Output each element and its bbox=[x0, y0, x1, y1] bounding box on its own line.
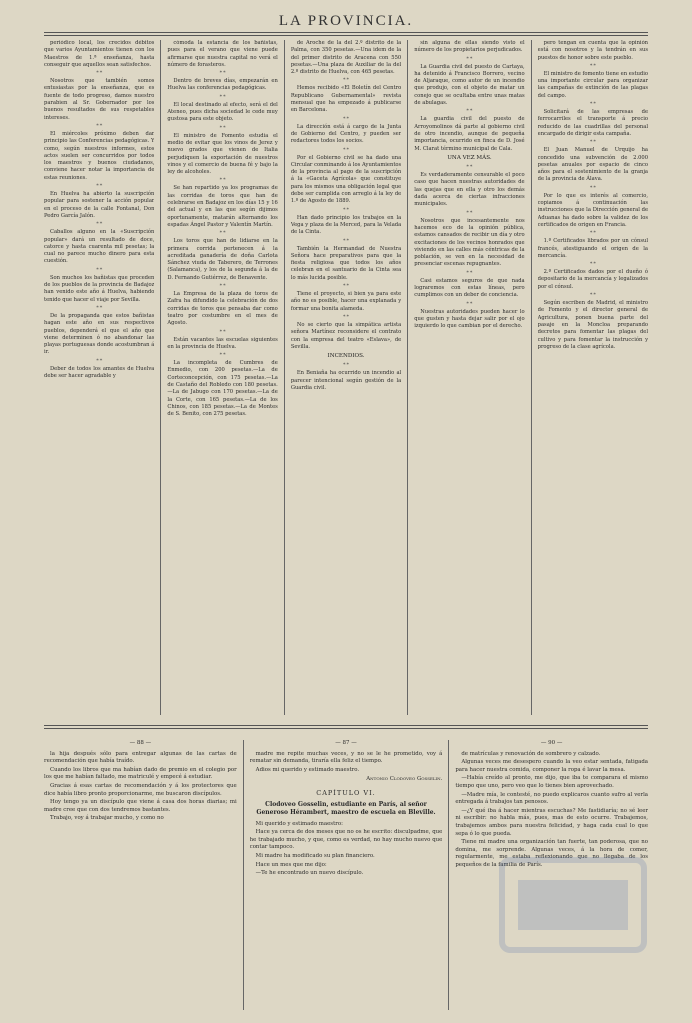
article-paragraph: En Huelva ha abierto la suscripción popular para sostener la acción popular en el proceso de la calle Fontanal, Don Pedro García Jalón. bbox=[44, 191, 155, 219]
article-paragraph: La guardia civil del puesto de Arroyomolinos dá parte al gobierno civil de otro incendio, aunque de pequeña importancia, ocurrido en finca de D. José M. Clarat término municipal de Cala. bbox=[414, 116, 525, 152]
separator-stars: * * bbox=[589, 62, 596, 69]
masthead-title: LA PROVINCIA. bbox=[278, 13, 414, 29]
article-paragraph: No se cierto que la simpática artista señora Martínez reconsidere el contrato con la empresa del teatro «Eslava», de Sevilla. bbox=[290, 321, 402, 350]
separator-stars: * * bbox=[343, 146, 350, 153]
article-paragraph: Por lo que es interés al comercio, copiamos á continuación las instrucciones que la Dirección general de Aduanas ha dado sobre la validez de los certificados de origen en Francia. bbox=[537, 192, 649, 228]
column-divider bbox=[407, 40, 408, 715]
feuilleton-paragraph: de matrículas y renovación de sombrero y calzado. bbox=[461, 750, 601, 757]
separator-stars: * * bbox=[589, 261, 596, 268]
column-divider bbox=[531, 40, 532, 715]
article-paragraph: Por el Gobierno civil se ha dado una Circular conminando á los Ayuntamientos de la provincia al pago de la suscripción á la «Gaceta Agrícola» que constituye para los mismos una obligación legal que debe ser cumplida con arreglo á la ley de 1.º de Agosto de 1889. bbox=[290, 154, 402, 205]
article-paragraph: El Juan Manuel de Urquijo ha concedido una subvención de 2.000 pesetas anuales por espacio de cinco años para el sostenimiento de la granja de la provincia de Álava. bbox=[537, 147, 649, 183]
article-paragraph: cómoda la estancia de los bañistas, pues para el verano que viene puede afirmarse que nuestra capital no verá el número de forasteros. bbox=[167, 40, 278, 68]
separator-stars: * * bbox=[96, 304, 103, 311]
separator-stars: * * bbox=[466, 300, 473, 307]
separator-stars: * * bbox=[466, 108, 473, 115]
separator-stars: * * bbox=[466, 209, 473, 216]
article-paragraph: Dentro de breves días, empezarán en Huelva las conferencias pedagógicas. bbox=[167, 78, 278, 92]
separator-stars: * * bbox=[96, 357, 103, 364]
article-paragraph: Están vacantes las escuelas siguientes en la provincia de Huelva. bbox=[167, 336, 278, 350]
page-number: — 90 — bbox=[540, 740, 563, 746]
feuilleton-rule bbox=[44, 725, 648, 726]
separator-stars: * * bbox=[219, 230, 226, 237]
masthead-rule-lower bbox=[44, 35, 648, 36]
feuilleton-paragraph: Cuando los libros que ma habían dado de premio en el colegio por los que me habían faltado, me matriculé y empecé á estudiar. bbox=[44, 766, 237, 781]
article-paragraph: Tiene el proyecto, si bien ya para este año no es posible, hacer una explanada y formar una bonita alameda. bbox=[290, 291, 402, 312]
separator-stars: * * bbox=[343, 77, 350, 84]
feuilleton-paragraph: —¿Y qué iba á hacer mientras escuchas? Me fastidiaría; no sé leer ni escribir: no habla más, pues, mas de esto ocurre. Trabajemos, trabajemos ambos para nuestra felicidad, y haga cada cual lo que sepa ó lo que pueda. bbox=[455, 807, 649, 837]
column-4 bbox=[414, 40, 524, 715]
article-paragraph: También la Hermandad de Nuestra Señora hace preparativos para que la fiesta religiosa que todos los años celebran en el santuario de la Cinta sea lo más lucida posible. bbox=[290, 245, 402, 281]
separator-stars: * * bbox=[219, 283, 226, 290]
separator-stars: * * bbox=[343, 283, 350, 290]
article-paragraph: La incompleta de Cumbres de Enmedio, con 200 pesetas.—La de Corteconcepción, con 175 pesetas.—La de Castaño del Robledo con 180 pesetas.—La de Jabugo con 170 pesetas.—La de la Corte, con 165 pesetas.—La de los Chinos, con 185 pesetas.—La de Montes de S. Benito, con 275 pesetas. bbox=[167, 360, 278, 418]
column-divider bbox=[448, 740, 449, 1010]
separator-stars: * * bbox=[343, 206, 350, 213]
article-paragraph: Nosotros que también somos entusiastas por la enseñanza, que es fuente de todo progreso, damos nuestro parabien al Sr. Gobernador por los buenos resultados de sus respetables intereses. bbox=[44, 78, 155, 121]
column-2 bbox=[167, 40, 277, 715]
page-number: — 87 — bbox=[335, 740, 357, 746]
separator-stars: * * bbox=[466, 269, 473, 276]
column-divider bbox=[284, 40, 285, 715]
feuilleton-left-text bbox=[44, 751, 237, 823]
separator-stars: * * bbox=[343, 313, 350, 320]
article-paragraph: periódico local, los crecidos débitos que varios Ayuntamientos tienen con los Maestros de 1.ª enseñanza, hasta conseguir que aquellos sean satisfechos. bbox=[44, 40, 155, 68]
column-1 bbox=[44, 40, 154, 715]
feuilleton-paragraph: —Madre mía, le contesté, no puedo explicaros cuanto sufro al verla entregada á trabajos tan penosos. bbox=[455, 791, 649, 806]
main-columns bbox=[44, 40, 648, 715]
column-divider bbox=[160, 40, 161, 715]
article-paragraph: pero tengan en cuenta que la opinión está con nosotros y la tendrán en sus puestos de honor sobre este pueblo. bbox=[537, 40, 649, 61]
feuilleton-paragraph: —Había creído al pronto, me dijo, que iba te comparara el mismo tiempo que uno, pero veo que lo tienes bien aprovechado. bbox=[455, 775, 649, 789]
feuilleton bbox=[44, 740, 648, 1010]
feuilleton-paragraph: Hace un mes que me dijo: bbox=[255, 861, 327, 868]
article-paragraph: Nosotros que incesantemente nos hacemos eco de la opinión pública, estamos cansados de recibir un día y otro excitaciones de los vecinos honrados que viviendo en las calles más céntricas de la población, se ven en la necesidad de presenciar escenas repugnantes. bbox=[414, 217, 525, 268]
feuilleton-paragraph: Trabajo, voy á trabajar mucho, y como no bbox=[50, 815, 164, 822]
separator-stars: * * bbox=[96, 221, 103, 228]
masthead-rule bbox=[44, 32, 648, 33]
article-paragraph: El ministro de Fomento estudia el medio de evitar que los vinos de Jerez y nuevo grados que vienen de Italia perjudiquen la exportación de nuestros vinos y el comercio de buena fé y bajo la ley de alcoholes. bbox=[167, 132, 278, 176]
signature: Antonio Clodoveo Gosselin. bbox=[366, 776, 443, 783]
separator-stars: * * bbox=[219, 70, 226, 77]
article-paragraph: El miércoles próximo deben dar principio las Conferencias pedagógicas. Y como, según nuestros informes, estos actos suelen ser concurridos por todos los maestros y buenos ciudadanos, conviene hacer notar la importancia de estas reuniones. bbox=[44, 130, 155, 181]
article-paragraph: Los toros que han de lidiarse en la primera corrida pertenecen á la acreditada ganadería de doña Carlota Sánchez viuda de Taberero, de Terrones (Salamanca), y los de la segunda á la de D. Fernando Gutiérrez, de Benavente. bbox=[167, 238, 278, 281]
feuilleton-center-text-2 bbox=[250, 821, 443, 878]
feuilleton-center-text bbox=[250, 751, 443, 775]
article-paragraph: sin alguna de ellas siendo visto el número de los propietarios perjudicados. bbox=[414, 40, 525, 54]
feuilleton-paragraph: Tiene mi madre una organización tan fuerte, tan poderosa, que no domina, me sorprende. Algunas veces, á la hora de comer, regularmente, me estaba reflexionando que no llegaba de los pequeños de la familia de París. bbox=[455, 839, 649, 868]
feuilleton-paragraph: Adios mi querido y estimado maestro. bbox=[255, 766, 360, 773]
article-paragraph: Solicitará de las empresas de ferrocarriles el transporte á precio reducido de las cuadrillas del personal encargado de dirigir esta campaña. bbox=[537, 109, 649, 137]
masthead bbox=[0, 10, 692, 38]
chapter-subtitle: Clodoveo Gosselin, estudiante en París, al señor Generoso Hérambert, maestro de escuela en Bleville. bbox=[256, 800, 436, 816]
separator-stars: * * bbox=[96, 122, 103, 129]
article-paragraph: La dirección está á cargo de la Junta de Gobierno del Centro, y pueden ser redactores todos los socios. bbox=[290, 123, 402, 145]
feuilleton-paragraph: Mi querido y estimado maestro: bbox=[255, 820, 343, 827]
feuilleton-paragraph: Mi madre ha modificado su plan financiero. bbox=[255, 852, 375, 859]
separator-stars: * * bbox=[96, 183, 103, 190]
separator-stars: * * bbox=[466, 164, 473, 171]
feuilleton-right bbox=[455, 740, 648, 1010]
separator-stars: * * bbox=[219, 124, 226, 131]
article-paragraph: Según escriben de Madrid, el ministro de Fomento y el director general de Agricultura, ponen buena parte del pasaje en la Moncloa preparando decretos para fomentar las plagas del cultivo y para fomentar la instrucción y progreso de la clase agrícola. bbox=[537, 300, 649, 350]
article-paragraph: 2.º Certificados dados por el dueño ó depositario de la mercancía y legalizados por el cónsul. bbox=[537, 269, 649, 290]
feuilleton-paragraph: Hace ya cerca de dos meses que no os he escrito: disculpadme, que he trabajado mucho, y que, como es verdad, no hay mucho nuevo que contar tampoco. bbox=[249, 829, 443, 851]
separator-stars: * * bbox=[589, 292, 596, 299]
separator-stars: * * bbox=[343, 237, 350, 244]
library-stamp-icon bbox=[498, 850, 648, 960]
article-paragraph: Caballos alguno en la «Suscripción popular» dará un resultado de doce, catorce y hasta cuarenta mil pesetas; la cual no parece mucho dinero para esta cuestión. bbox=[44, 229, 155, 265]
separator-stars: * * bbox=[343, 362, 350, 369]
column-3 bbox=[291, 40, 401, 715]
column-5 bbox=[538, 40, 648, 715]
separator-stars: * * bbox=[589, 184, 596, 191]
separator-stars: * * bbox=[589, 230, 596, 237]
separator-stars: * * bbox=[466, 55, 473, 62]
feuilleton-paragraph: Gracias á esas cartas de recomendación y á los protectores que dice había libro pronto proporcionarme, me buscaron discípulos. bbox=[44, 782, 237, 797]
article-paragraph: Hemos recibido «El Boletín del Centro Republicano Gubernamental» revista mensual que ha empezado á publicarse en Barcelona. bbox=[290, 85, 402, 114]
article-paragraph: De la propaganda que estos bañistas hagan este año en sus respectivos pueblos, dependerá el que el año que viene determinen ó no abandonar las playas portuguesas donde acostumbran á ir. bbox=[44, 312, 155, 356]
feuilleton-left bbox=[44, 740, 237, 1010]
feuilleton-paragraph: madre me repite muchas veces, y no se le he prometido, voy á rematar sin demanda, tiraría ella feliz el tiempo. bbox=[249, 750, 443, 765]
article-paragraph: Se han repartido ya los programas de las corridas de toros que han de celebrarse en Badajoz en los días 15 y 16 del actual y en las que según dijimos oportunamente, matarán alternando los espadas Ángel Pastor y Valentín Martín. bbox=[167, 185, 278, 228]
article-paragraph: Son muchos los bañistas que proceden de los pueblos de la provincia de Badajoz han venido este año á Huelva, habiendo tenido que hacer el viaje por Sevilla. bbox=[44, 274, 155, 303]
article-paragraph: 1.º Certificados librados por un cónsul francés, atestiguando el origen de la mercancía. bbox=[537, 238, 649, 259]
separator-stars: * * bbox=[343, 115, 350, 122]
section-heading: INCENDIOS. bbox=[327, 353, 365, 360]
separator-stars: * * bbox=[96, 266, 103, 273]
article-paragraph: En Beniaña ha ocurrido un incendio al parecer intencional según gestión de la Guardia civil. bbox=[290, 370, 402, 391]
separator-stars: * * bbox=[589, 101, 596, 108]
feuilleton-rule-lower bbox=[44, 728, 648, 729]
article-paragraph: Casi estamos seguros de que nada lograremos con estas líneas, pero cumplimos con un deber de conciencia. bbox=[414, 277, 525, 299]
separator-stars: * * bbox=[589, 139, 596, 146]
separator-stars: * * bbox=[219, 328, 226, 335]
feuilleton-paragraph: Algunas veces me desespero cuando la veo estar sentada, fatigada para hacer nuestra comida, componer la ropa é lavar la mesa. bbox=[455, 759, 649, 773]
article-paragraph: El ministro de fomento tiene en estudio una importante circular para organizar las campañas de extinción de las plagas del campo. bbox=[537, 70, 649, 99]
separator-stars: * * bbox=[219, 352, 226, 359]
page-number: — 88 — bbox=[129, 740, 152, 746]
article-paragraph: El local destinado al efecto, será el del Ateneo, pues dicha sociedad le cede muy gustosa para este objeto. bbox=[167, 101, 278, 123]
section-heading: UNA VEZ MÁS. bbox=[447, 154, 492, 161]
separator-stars: * * bbox=[96, 70, 103, 77]
article-paragraph: Es verdaderamente censurable el poco caso que hacen nuestras autoridades de las quejas que en ella y otro los demás dada acerca de ciertas infracciones municipales. bbox=[414, 172, 525, 208]
feuilleton-paragraph: Hoy tengo ya un discípulo que viene á casa dos horas diarias; mi madre cree que con dos tendremos bastantes. bbox=[44, 799, 237, 813]
feuilleton-center bbox=[250, 740, 443, 1010]
separator-stars: * * bbox=[219, 177, 226, 184]
article-paragraph: de Aroche de la del 2.º distrito de la Palma, con 350 pesetas.—Una idem de la del primer distrito de Aracena con 550 pesetas.—Una plaza de Auxiliar de la del 2.º distrito de Huelva, con 465 pesetas. bbox=[290, 40, 402, 76]
article-paragraph: Nuestras autoridades pueden hacer lo que gusten y hasta dejar salir por el ojo izquierdo lo que cambian por el derecho. bbox=[414, 308, 525, 330]
column-divider bbox=[243, 740, 244, 1010]
separator-stars: * * bbox=[219, 93, 226, 100]
article-paragraph: Deber de todos los amantes de Huelva debe ser hacer agradable y bbox=[44, 365, 155, 379]
article-paragraph: La Empresa de la plaza de toros de Zafra ha difundido la celebración de dos corridas de toros que pensaba dar como teatro por costumbre en el mes de Agosto. bbox=[167, 291, 278, 327]
feuilleton-paragraph: la hija después sólo para entregar algunas de las cartas de recomendación que había traído. bbox=[44, 750, 237, 765]
chapter-heading: CAPÍTULO VI. bbox=[316, 788, 376, 797]
article-paragraph: Han dado principio los trabajos en la Vega y plaza de la Merced, para la Velada de la Cinta. bbox=[290, 214, 402, 236]
article-paragraph: La Guardia civil del puesto de Cartaya, ha detenido á Francisco Borrero, vecino de Aljaraque, como autor de un incendio que produjo, con el objeto de matar un conejo que se ocultaba entre unas matas de abulagas. bbox=[414, 63, 525, 107]
feuilleton-paragraph: —Te he encontrado un nuevo discípulo. bbox=[255, 870, 364, 877]
